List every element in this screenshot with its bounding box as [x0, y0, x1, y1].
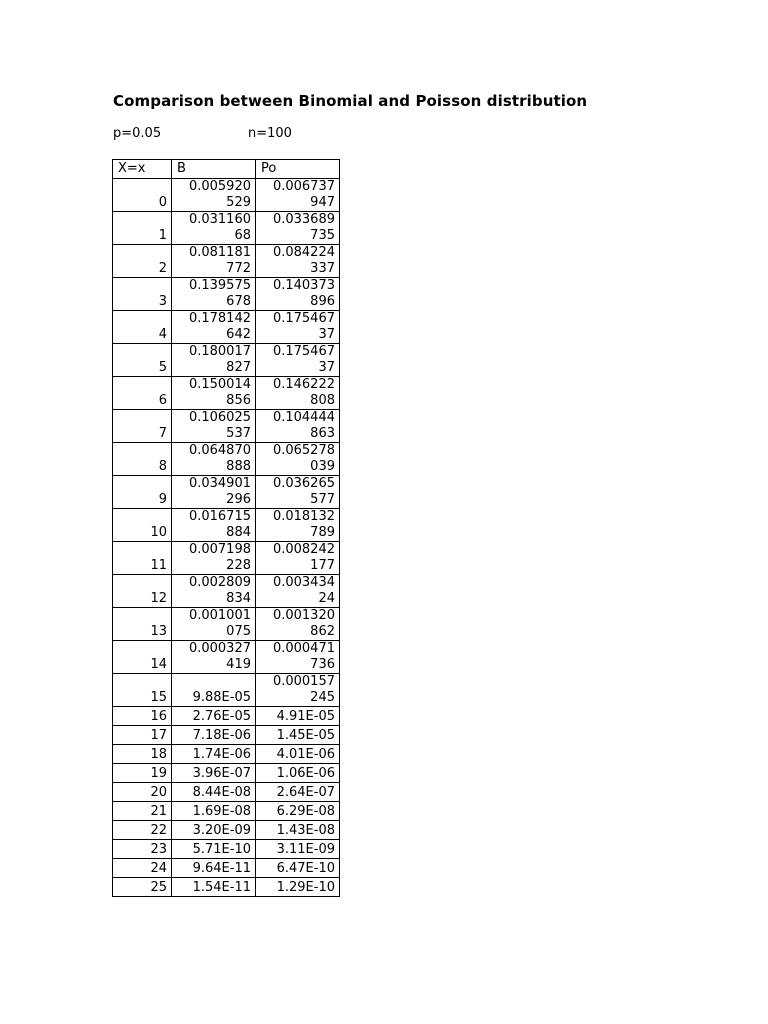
table-row	[113, 745, 340, 764]
cell-binomial	[172, 764, 256, 783]
cell-poisson	[256, 859, 340, 878]
cell-x: 8	[113, 443, 172, 476]
cell-x: 19	[113, 764, 172, 783]
param-p: p=0.05	[113, 126, 162, 141]
cell-x: 16	[113, 707, 172, 726]
cell-poisson-line: 0.175467	[272, 344, 335, 359]
cell-poisson-line: 0.006737	[272, 179, 335, 194]
table-row	[113, 859, 340, 878]
cell-poisson-line: 0.146222	[272, 377, 335, 392]
cell-poisson	[256, 745, 340, 764]
cell-binomial-line: 3.96E-07	[192, 766, 251, 781]
cell-poisson	[256, 377, 340, 410]
cell-poisson-line: 0.008242	[272, 542, 335, 557]
column-header-poisson: Po	[256, 160, 340, 179]
cell-poisson	[256, 311, 340, 344]
cell-binomial-line: 0.001001	[188, 608, 251, 623]
column-header-binomial: B	[172, 160, 256, 179]
cell-binomial-line: 834	[226, 591, 251, 606]
cell-binomial-line: 537	[226, 426, 251, 441]
table-row	[113, 179, 340, 212]
cell-binomial	[172, 745, 256, 764]
cell-poisson-line: 37	[318, 360, 335, 375]
cell-poisson	[256, 344, 340, 377]
cell-poisson	[256, 783, 340, 802]
cell-binomial-line: 884	[226, 525, 251, 540]
cell-binomial	[172, 840, 256, 859]
cell-x: 1	[113, 212, 172, 245]
cell-poisson-line: 1.45E-05	[276, 728, 335, 743]
cell-binomial-line: 419	[226, 657, 251, 672]
cell-poisson-line: 337	[310, 261, 335, 276]
cell-binomial-line: 529	[226, 195, 251, 210]
cell-binomial-line: 1.69E-08	[192, 804, 251, 819]
column-header-x: X=x	[113, 160, 172, 179]
cell-x: 6	[113, 377, 172, 410]
table-row	[113, 783, 340, 802]
cell-poisson-line: 808	[310, 393, 335, 408]
cell-poisson	[256, 821, 340, 840]
cell-binomial	[172, 575, 256, 608]
cell-binomial-line: 3.20E-09	[192, 823, 251, 838]
cell-poisson	[256, 575, 340, 608]
cell-poisson-line: 1.06E-06	[276, 766, 335, 781]
cell-x: 13	[113, 608, 172, 641]
table-row	[113, 311, 340, 344]
cell-x: 2	[113, 245, 172, 278]
cell-poisson	[256, 641, 340, 674]
cell-poisson-line: 0.000471	[272, 641, 335, 656]
cell-x: 0	[113, 179, 172, 212]
cell-binomial	[172, 311, 256, 344]
cell-poisson-line: 0.000157	[272, 674, 335, 689]
cell-x: 23	[113, 840, 172, 859]
cell-binomial-line: 0.000327	[188, 641, 251, 656]
cell-poisson-line: 3.11E-09	[276, 842, 335, 857]
cell-binomial	[172, 476, 256, 509]
cell-binomial-line: 1.74E-06	[192, 747, 251, 762]
cell-x: 20	[113, 783, 172, 802]
cell-poisson-line: 24	[318, 591, 335, 606]
cell-poisson	[256, 476, 340, 509]
cell-poisson-line: 245	[310, 690, 335, 705]
table-row	[113, 344, 340, 377]
cell-binomial	[172, 641, 256, 674]
cell-x: 12	[113, 575, 172, 608]
cell-x: 10	[113, 509, 172, 542]
cell-poisson-line: 0.175467	[272, 311, 335, 326]
cell-binomial	[172, 726, 256, 745]
cell-binomial-line: 5.71E-10	[192, 842, 251, 857]
cell-poisson	[256, 608, 340, 641]
cell-poisson-line: 0.001320	[272, 608, 335, 623]
cell-poisson	[256, 212, 340, 245]
param-n: n=100	[248, 126, 292, 141]
table-row	[113, 476, 340, 509]
cell-poisson-line: 0.036265	[272, 476, 335, 491]
cell-binomial-line: 772	[226, 261, 251, 276]
cell-poisson	[256, 878, 340, 897]
table-row	[113, 707, 340, 726]
cell-x: 24	[113, 859, 172, 878]
cell-poisson	[256, 410, 340, 443]
table-row	[113, 641, 340, 674]
cell-poisson-line: 0.065278	[272, 443, 335, 458]
table-row	[113, 608, 340, 641]
cell-poisson-line: 0.018132	[272, 509, 335, 524]
cell-binomial-line: 1.54E-11	[192, 880, 251, 895]
cell-poisson	[256, 443, 340, 476]
cell-binomial	[172, 179, 256, 212]
table-header-row	[113, 160, 340, 179]
cell-binomial-line: 8.44E-08	[192, 785, 251, 800]
cell-binomial-line: 296	[226, 492, 251, 507]
cell-x: 21	[113, 802, 172, 821]
cell-binomial	[172, 542, 256, 575]
table-row	[113, 509, 340, 542]
table-row	[113, 443, 340, 476]
cell-binomial-line: 0.178142	[188, 311, 251, 326]
cell-binomial-line: 0.139575	[188, 278, 251, 293]
cell-x: 17	[113, 726, 172, 745]
cell-binomial-line: 0.002809	[188, 575, 251, 590]
cell-poisson-line: 862	[310, 624, 335, 639]
cell-poisson	[256, 245, 340, 278]
cell-binomial	[172, 344, 256, 377]
cell-poisson-line: 789	[310, 525, 335, 540]
cell-binomial	[172, 859, 256, 878]
cell-poisson-line: 735	[310, 228, 335, 243]
cell-poisson	[256, 840, 340, 859]
cell-binomial	[172, 278, 256, 311]
cell-x: 7	[113, 410, 172, 443]
cell-poisson-line: 0.003434	[272, 575, 335, 590]
table-row	[113, 245, 340, 278]
table-body	[113, 160, 340, 897]
cell-x: 3	[113, 278, 172, 311]
cell-poisson	[256, 278, 340, 311]
cell-binomial-line: 0.180017	[188, 344, 251, 359]
cell-poisson-line: 896	[310, 294, 335, 309]
cell-poisson-line: 0.033689	[272, 212, 335, 227]
cell-poisson-line: 0.104444	[272, 410, 335, 425]
cell-binomial	[172, 783, 256, 802]
cell-poisson-line: 947	[310, 195, 335, 210]
cell-binomial	[172, 821, 256, 840]
distribution-table	[112, 159, 340, 897]
table-row	[113, 212, 340, 245]
cell-poisson-line: 863	[310, 426, 335, 441]
cell-binomial-line: 2.76E-05	[192, 709, 251, 724]
cell-binomial-line: 0.064870	[188, 443, 251, 458]
cell-poisson-line: 1.43E-08	[276, 823, 335, 838]
table-row	[113, 674, 340, 707]
cell-binomial-line: 9.88E-05	[192, 690, 251, 705]
table-row	[113, 878, 340, 897]
cell-x: 22	[113, 821, 172, 840]
cell-binomial-line: 0.106025	[188, 410, 251, 425]
table-row	[113, 821, 340, 840]
cell-poisson	[256, 509, 340, 542]
cell-binomial	[172, 377, 256, 410]
cell-binomial	[172, 674, 256, 707]
cell-x: 4	[113, 311, 172, 344]
cell-poisson	[256, 179, 340, 212]
cell-poisson-line: 4.91E-05	[276, 709, 335, 724]
cell-binomial	[172, 410, 256, 443]
cell-binomial	[172, 245, 256, 278]
cell-poisson	[256, 674, 340, 707]
cell-poisson-line: 177	[310, 558, 335, 573]
table-row	[113, 764, 340, 783]
cell-poisson	[256, 726, 340, 745]
cell-x: 18	[113, 745, 172, 764]
table-row	[113, 542, 340, 575]
cell-binomial-line: 075	[226, 624, 251, 639]
cell-binomial-line: 642	[226, 327, 251, 342]
cell-binomial	[172, 707, 256, 726]
cell-poisson	[256, 764, 340, 783]
cell-binomial-line: 0.081181	[188, 245, 251, 260]
cell-poisson-line: 6.29E-08	[276, 804, 335, 819]
cell-binomial-line: 0.034901	[188, 476, 251, 491]
cell-binomial-line: 827	[226, 360, 251, 375]
cell-poisson-line: 2.64E-07	[276, 785, 335, 800]
cell-binomial-line: 68	[234, 228, 251, 243]
cell-binomial-line: 228	[226, 558, 251, 573]
cell-x: 9	[113, 476, 172, 509]
cell-binomial	[172, 212, 256, 245]
cell-poisson-line: 4.01E-06	[276, 747, 335, 762]
cell-binomial-line: 0.005920	[188, 179, 251, 194]
cell-poisson	[256, 707, 340, 726]
cell-binomial	[172, 802, 256, 821]
cell-x: 25	[113, 878, 172, 897]
table-row	[113, 278, 340, 311]
cell-poisson-line: 1.29E-10	[276, 880, 335, 895]
cell-poisson-line: 736	[310, 657, 335, 672]
cell-binomial-line: 0.031160	[188, 212, 251, 227]
table-row	[113, 840, 340, 859]
cell-binomial-line: 0.007198	[188, 542, 251, 557]
cell-binomial-line: 0.016715	[188, 509, 251, 524]
cell-binomial-line: 678	[226, 294, 251, 309]
cell-binomial-line: 888	[226, 459, 251, 474]
cell-poisson-line: 577	[310, 492, 335, 507]
cell-poisson-line: 039	[310, 459, 335, 474]
cell-poisson-line: 0.140373	[272, 278, 335, 293]
cell-poisson-line: 37	[318, 327, 335, 342]
cell-x: 15	[113, 674, 172, 707]
cell-binomial	[172, 509, 256, 542]
page-title: Comparison between Binomial and Poisson distribution	[113, 92, 588, 110]
cell-x: 11	[113, 542, 172, 575]
cell-poisson-line: 0.084224	[272, 245, 335, 260]
cell-binomial-line: 7.18E-06	[192, 728, 251, 743]
cell-binomial-line: 9.64E-11	[192, 861, 251, 876]
cell-binomial-line: 856	[226, 393, 251, 408]
table-row	[113, 575, 340, 608]
cell-poisson	[256, 542, 340, 575]
cell-poisson-line: 6.47E-10	[276, 861, 335, 876]
cell-poisson	[256, 802, 340, 821]
table-row	[113, 410, 340, 443]
table-row	[113, 377, 340, 410]
cell-binomial	[172, 608, 256, 641]
cell-x: 5	[113, 344, 172, 377]
cell-x: 14	[113, 641, 172, 674]
table-row	[113, 726, 340, 745]
cell-binomial	[172, 878, 256, 897]
table-row	[113, 802, 340, 821]
cell-binomial-line: 0.150014	[188, 377, 251, 392]
cell-binomial	[172, 443, 256, 476]
